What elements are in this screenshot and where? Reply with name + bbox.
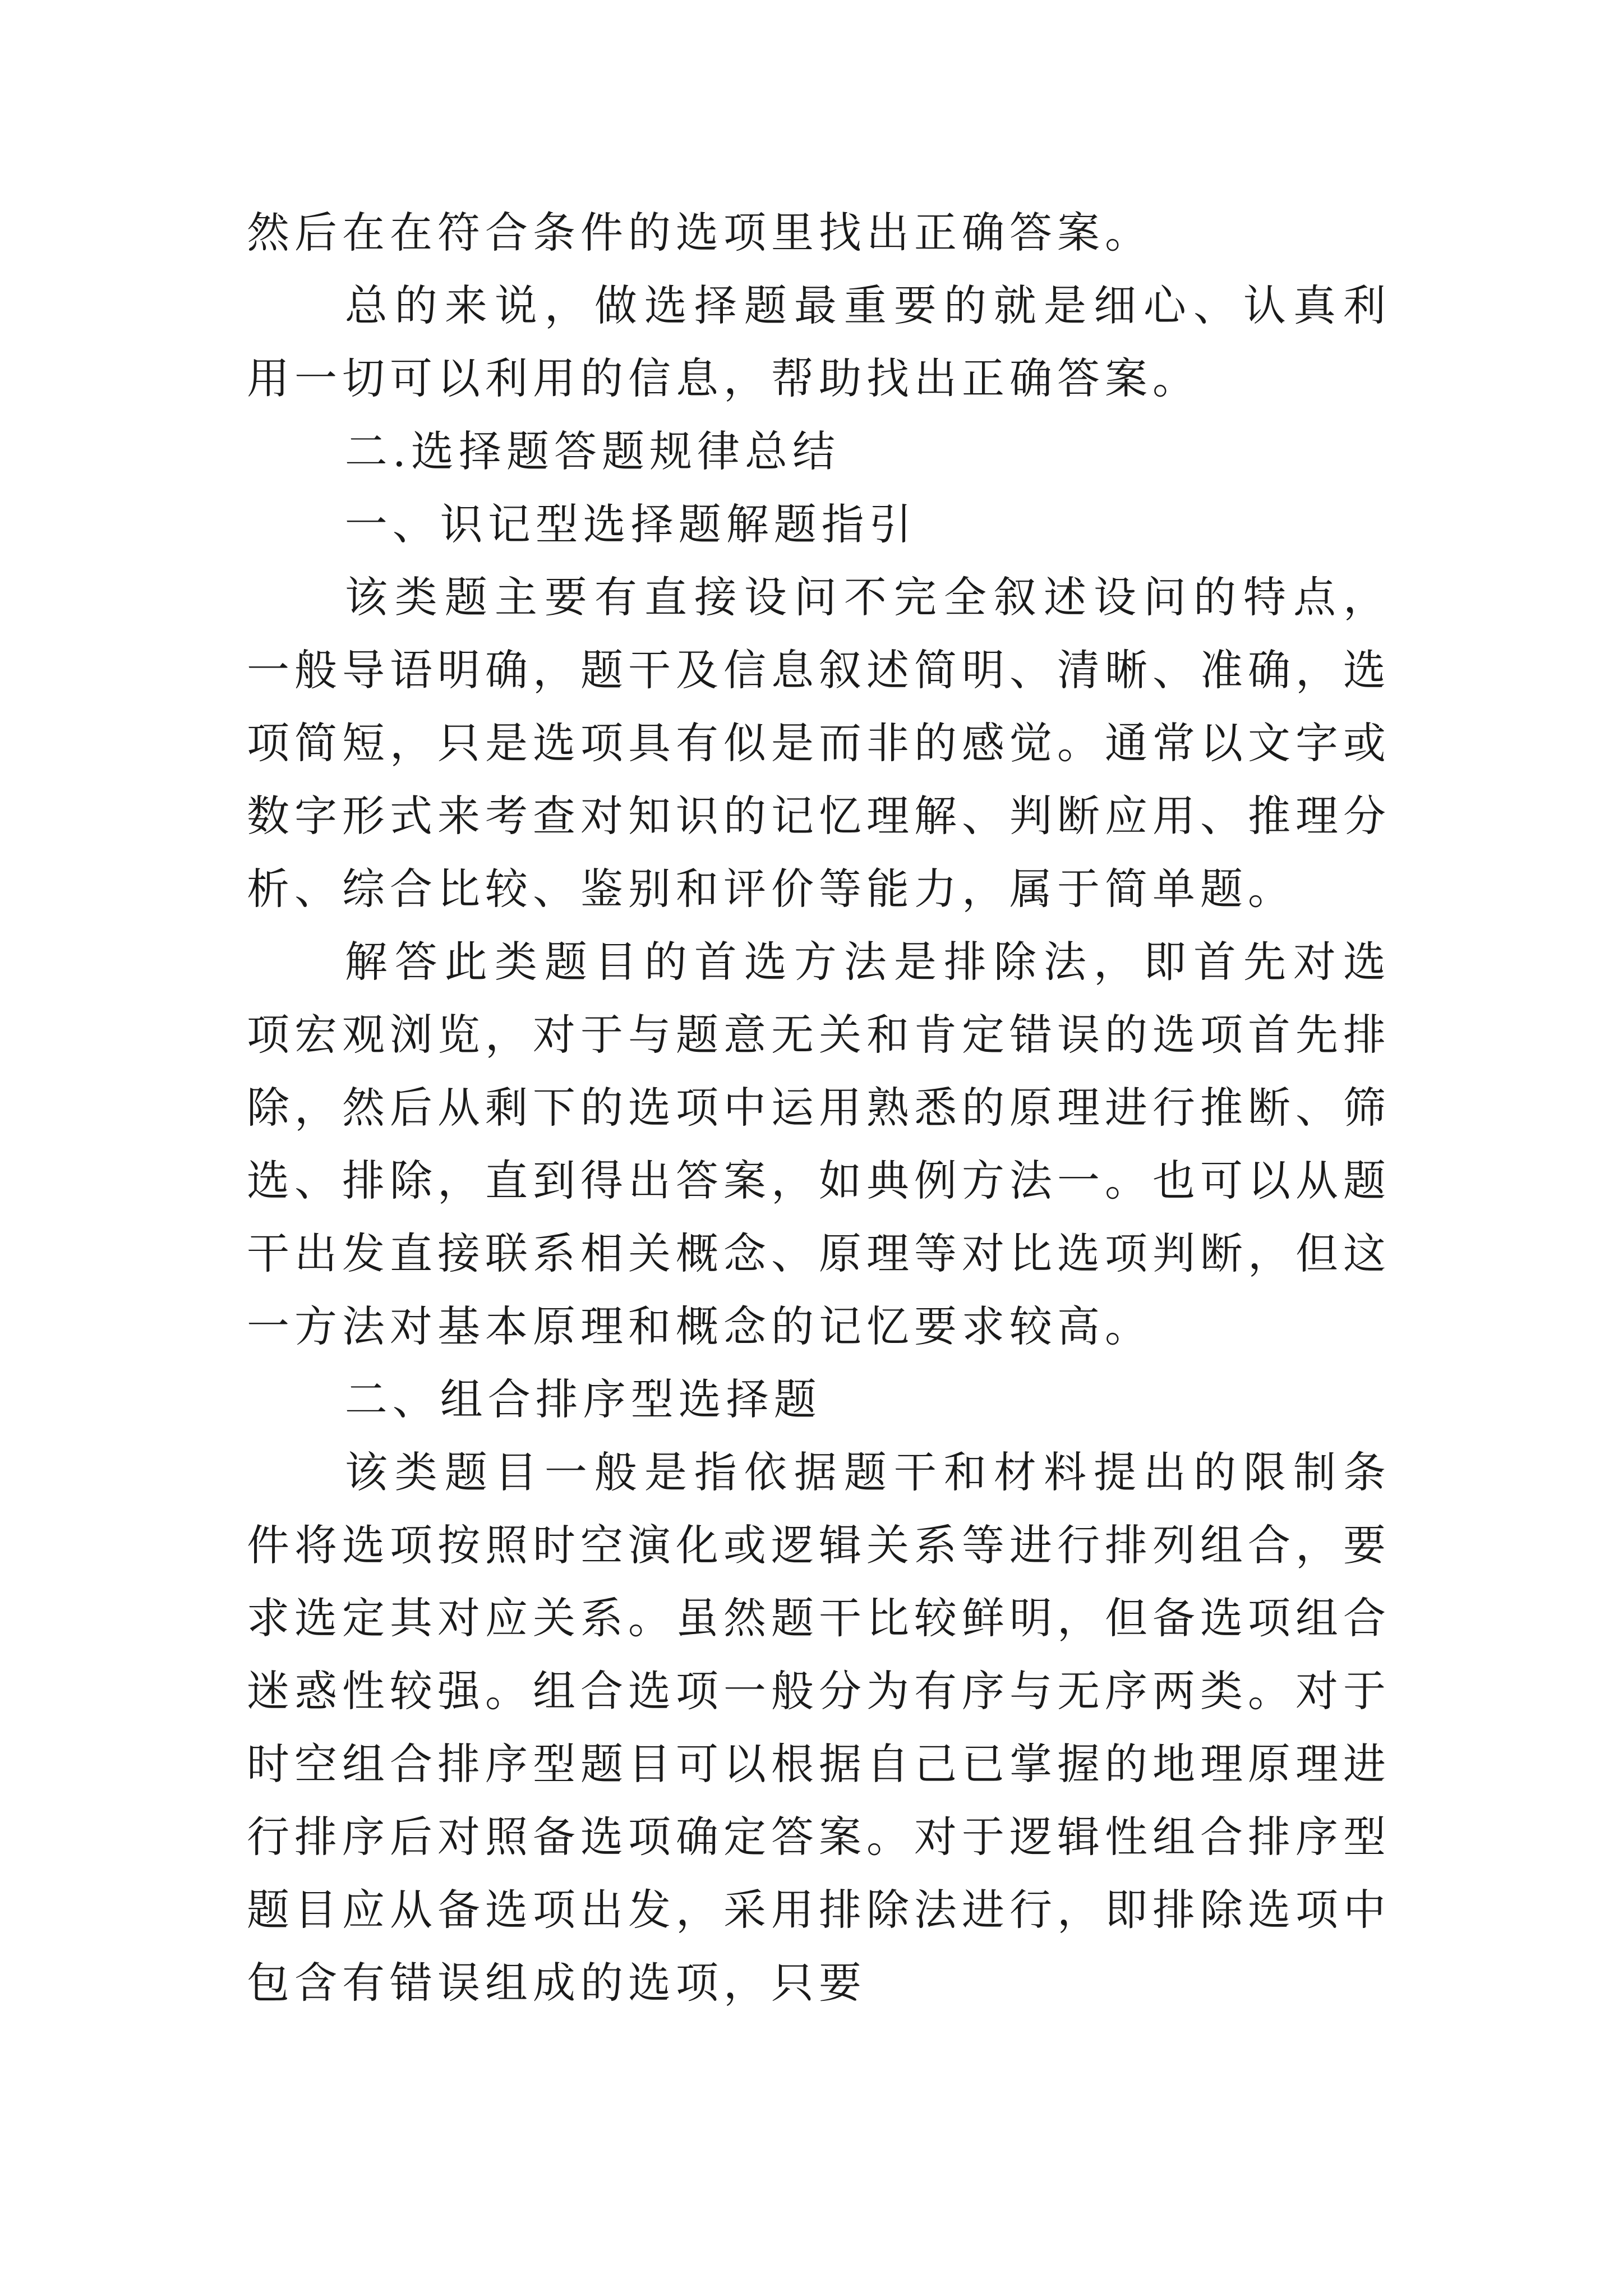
paragraph-combination-method: 该类题目一般是指依据题干和材料提出的限制条件将选项按照时空演化或逻辑关系等进行排列组合，要求选定其对应关系。虽然题干比较鲜明，但备选项组合迷惑性较强。组合选项一般分为有序与无序两类。对于时空组合排序型题目可以根据自己已掌握的地理原理进行排序后对照备选项确定答案。对于逻辑性组合排序型题目应从备选项出发，采用排除法进行，即排除选项中包含有错误组成的选项，只要: [247, 1447, 1391, 2008]
subheading-recall-type: 一、识记型选择题解题指引: [344, 499, 917, 549]
paragraph-recall-method: 解答此类题目的首选方法是排除法，即首先对选项宏观浏览，对于与题意无关和肯定错误的选项首先排除，然后从剩下的选项中运用熟悉的原理进行推断、筛选、排除，直到得出答案，如典例方法一。也可以从题干出发直接联系相关概念、原理等对比选项判断，但这一方法对基本原理和概念的记忆要求较高。: [247, 937, 1391, 1351]
paragraph-summary: 总的来说，做选择题最重要的就是细心、认真利用一切可以利用的信息，帮助找出正确答案。: [247, 280, 1391, 403]
document-page: [247, 196, 1391, 2019]
paragraph-recall-features: 该类题主要有直接设问不完全叙述设问的特点，一般导语明确，题干及信息叙述简明、清晰、准确，选项简短，只是选项具有似是而非的感觉。通常以文字或数字形式来考查对知识的记忆理解、判断应用、推理分析、综合比较、鉴别和评价等能力，属于简单题。: [247, 572, 1391, 914]
section-heading-2: 二.选择题答题规律总结: [344, 426, 840, 476]
subheading-combination-type: 二、组合排序型选择题: [344, 1374, 822, 1424]
paragraph-continuation: 然后在在符合条件的选项里找出正确答案。: [247, 208, 1152, 257]
